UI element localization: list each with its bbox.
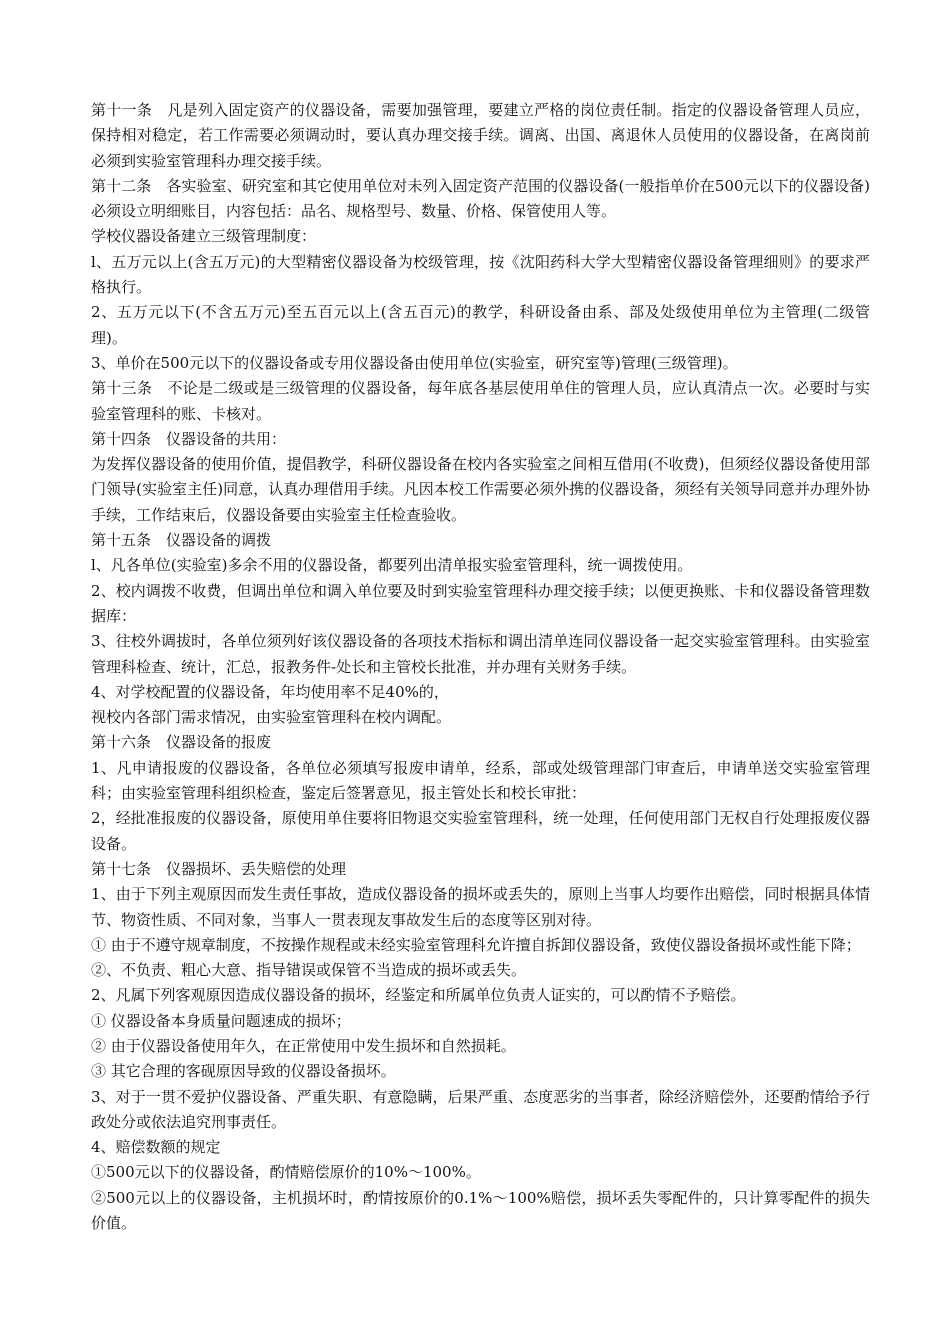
paragraph-article-17-item-1: 1、由于下列主观原因而发生责任事故，造成仪器设备的损坏或丢失的，原则上当事人均要作出赔偿，同时根据具体情节、物资性质、不同对象，当事人一贯表现友事故发生后的态度等区别对待。 — [91, 885, 870, 929]
paragraph-article-15-item-1: l、凡各单位(实验室)多余不用的仪器设备，都要列出清单报实验室管理科，统一调拨使用。 — [91, 556, 693, 575]
paragraph-article-14-heading: 第十四条 仪器设备的共用： — [91, 429, 287, 448]
paragraph-article-11: 第十一条 凡是列入固定资产的仪器设备，需要加强管理，要建立严格的岗位责任制。指定的仪器设备管理人员应，保持相对稳定，若工作需要必须调动时，要认真办理交接手续。调离、出国、离退休人员使用的仪器设备，在离岗前必须到实验室管理科办理交接手续。 — [91, 101, 870, 170]
paragraph-article-15-item-3: 3、往校外调拔时，各单位须列好该仪器设备的各项技术指标和调出清单连同仪器设备一起交实验室管理科。由实验室管理科检查、统计，汇总，报教务件-处长和主管校长批准，并办理有关财务手续。 — [91, 632, 870, 676]
paragraph-article-17-heading: 第十七条 仪器损坏、丢失赔偿的处理 — [91, 859, 347, 878]
paragraph-article-12: 第十二条 各实验室、研究室和其它使用单位对未列入固定资产范围的仪器设备(一般指单价在500元以下的仪器设备)必须设立明细账目，内容包括：品名、规格型号、数量、价格、保管使用人等。 — [91, 176, 870, 221]
paragraph-article-17-item-2-c: ③ 其它合理的客砚原因导致的仪器设备损坏。 — [91, 1062, 396, 1081]
paragraph-article-17-item-2: 2、凡属下列客观原因造成仪器设备的损坏，经鉴定和所属单位负责人证实的，可以酌情不予赔偿。 — [91, 986, 746, 1005]
paragraph-article-15-item-4: 4、对学校配置的仪器设备，年均使用率不足40%的， — [91, 682, 449, 701]
paragraph-article-16-heading: 第十六条 仪器设备的报废 — [91, 733, 272, 752]
paragraph-level-1: l、五万元以上(含五万元)的大型精密仪器设备为校级管理，按《沈阳药科大学大型精密仪器设备管理细则》的要求严格执行。 — [91, 252, 870, 297]
paragraph-article-17-item-2-b: ② 由于仪器设备使用年久，在正常使用中发生损坏和自然损耗。 — [91, 1036, 516, 1055]
paragraph-article-17-item-4: 4、赔偿数额的规定 — [91, 1138, 221, 1157]
paragraph-article-16-item-2: 2，经批准报废的仪器设备，原使用单住要将旧物退交实验室管理科，统一处理，任何使用部门无权自行处理报废仪器设备。 — [91, 809, 870, 853]
paragraph-three-level-intro: 学校仪器设备建立三级管理制度： — [91, 227, 317, 246]
paragraph-article-17-item-4-a: ①500元以下的仪器设备，酌情赔偿原价的10%～100%。 — [91, 1163, 481, 1182]
paragraph-article-16-item-1: 1、凡申请报废的仪器设备，各单位必须填写报废申请单，经系，部或处级管理部门审查后，申请单送交实验室管理科；由实验室管理科组织检查，鉴定后签署意见，报主管处长和校长审批： — [91, 758, 870, 803]
paragraph-article-17-item-1-b: ②、不负责、粗心大意、指导错误或保管不当造成的损坏或丢失。 — [91, 961, 527, 980]
paragraph-article-13: 第十三条 不论是二级或是三级管理的仪器设备，每年底各基层使用单住的管理人员，应认真清点一次。必要时与实验室管理科的账、卡核对。 — [91, 379, 870, 423]
paragraph-article-15-item-4-cont: 视校内各部门需求情况，由实验室管理科在校内调配。 — [91, 708, 452, 727]
paragraph-article-14-body: 为发挥仪器设备的使用价值，提倡教学，科研仪器设备在校内各实验室之间相互借用(不收费)，但须经仪器设备使用部门领导(实验室主任)同意，认真办理借用手续。凡因本校工作需要必须外携的仪器设备，须经有关领导同意并办理外协手续，工作结束后，仪器设备要由实验室主任检查验收。 — [91, 455, 870, 524]
paragraph-article-17-item-2-a: ① 仪器设备本身质量问题速成的损坏； — [91, 1011, 351, 1030]
paragraph-article-15-heading: 第十五条 仪器设备的调拨 — [91, 531, 272, 550]
paragraph-article-17-item-1-a: ① 由于不遵守规章制度，不按操作规程或未经实验室管理科允许擅自拆卸仪器设备，致使仪器设备损坏或性能下降； — [91, 935, 861, 954]
paragraph-article-17-item-4-b: ②500元以上的仪器设备，主机损坏时，酌情按原价的0.1%～100%赔偿，损坏丢失零配件的，只计算零配件的损失价值。 — [91, 1188, 870, 1233]
paragraph-article-17-item-3: 3、对于一贯不爱护仪器设备、严重失职、有意隐瞒，后果严重、态度恶劣的当事者，除经济赔偿外，还要酌情给予行政处分或依法追究刑事责任。 — [91, 1087, 870, 1131]
paragraph-article-15-item-2: 2、校内调拨不收费，但调出单位和调入单位要及时到实验室管理科办理交接手续；以便更换账、卡和仪器设备管理数据库： — [91, 581, 870, 625]
paragraph-level-2: 2、五万元以下(不含五万元)至五百元以上(含五百元)的教学，科研设备由系、部及处级使用单位为主管理(二级管理)。 — [91, 303, 870, 347]
paragraph-level-3: 3、单价在500元以下的仪器设备或专用仪器设备由使用单位(实验室，研究室等)管理(三级管理)。 — [91, 353, 738, 372]
